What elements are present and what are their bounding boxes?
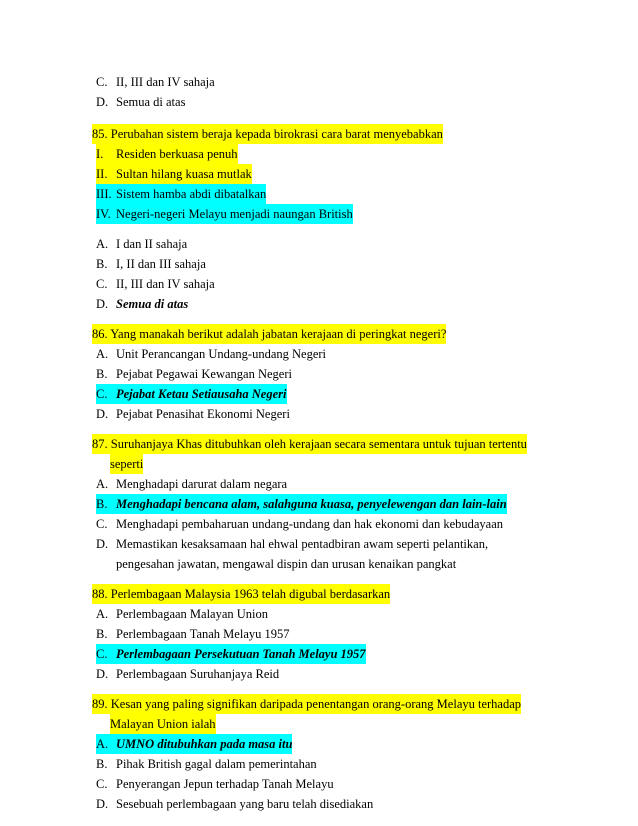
statement-item: III. Sistem hamba abdi dibatalkan	[96, 184, 266, 204]
question-86-stem: 86. Yang manakah berikut adalah jabatan kerajaan di peringkat negeri?	[92, 324, 446, 344]
statement-item: IV. Negeri-negeri Melayu menjadi naungan British	[96, 204, 353, 224]
question-88-stem: 88. Perlembagaan Malaysia 1963 telah digubal berdasarkan	[92, 584, 390, 604]
list-item: C. Menghadapi pembaharuan undang-undang dan hak ekonomi dan kebudayaan	[96, 517, 504, 531]
list-item: D. Perlembagaan Suruhanjaya Reid	[96, 667, 280, 681]
statement-item: I. Residen berkuasa penuh	[96, 144, 238, 164]
list-item: C. II, III dan IV sahaja	[96, 75, 215, 89]
list-item: A. Menghadapi darurat dalam negara	[96, 477, 288, 491]
list-item: B. Perlembagaan Tanah Melayu 1957	[96, 627, 290, 641]
question-89-stem-cont: Malayan Union ialah	[110, 714, 216, 734]
list-item: B. Pejabat Pegawai Kewangan Negeri	[96, 367, 292, 381]
answer-item: C. Pejabat Ketau Setiausaha Negeri	[96, 384, 287, 404]
list-item-cont: pengesahan jawatan, mengawal dispin dan urusan kenaikan pangkat	[116, 557, 457, 571]
question-85-stem: 85. Perubahan sistem beraja kepada birokrasi cara barat menyebabkan	[92, 124, 443, 144]
list-item: B. I, II dan III sahaja	[96, 257, 206, 271]
question-87-stem: 87. Suruhanjaya Khas ditubuhkan oleh kerajaan secara sementara untuk tujuan tertentu	[92, 434, 527, 454]
list-item: A. Unit Perancangan Undang-undang Negeri	[96, 347, 326, 361]
question-87-stem-cont: seperti	[110, 454, 143, 474]
question-89-stem: 89. Kesan yang paling signifikan daripada penentangan orang-orang Melayu terhadap	[92, 694, 521, 714]
list-item: D. Sesebuah perlembagaan yang baru telah disediakan	[96, 797, 374, 811]
answer-item: C. Perlembagaan Persekutuan Tanah Melayu 1957	[96, 644, 366, 664]
answer-item: A. UMNO ditubuhkan pada masa itu	[96, 734, 292, 754]
answer-item: D. Semua di atas	[96, 297, 189, 311]
list-item: A. Perlembagaan Malayan Union	[96, 607, 269, 621]
statement-item: II. Sultan hilang kuasa mutlak	[96, 164, 252, 184]
list-item: A. I dan II sahaja	[96, 237, 188, 251]
list-item: C. II, III dan IV sahaja	[96, 277, 215, 291]
list-item: C. Penyerangan Jepun terhadap Tanah Melayu	[96, 777, 334, 791]
answer-item: B. Menghadapi bencana alam, salahguna kuasa, penyelewengan dan lain-lain	[96, 494, 507, 514]
list-item: D. Memastikan kesaksamaan hal ehwal pentadbiran awam seperti pelantikan,	[96, 537, 489, 551]
list-item: D. Semua di atas	[96, 95, 186, 109]
list-item: B. Pihak British gagal dalam pemerintahan	[96, 757, 317, 771]
list-item: D. Pejabat Penasihat Ekonomi Negeri	[96, 407, 290, 421]
